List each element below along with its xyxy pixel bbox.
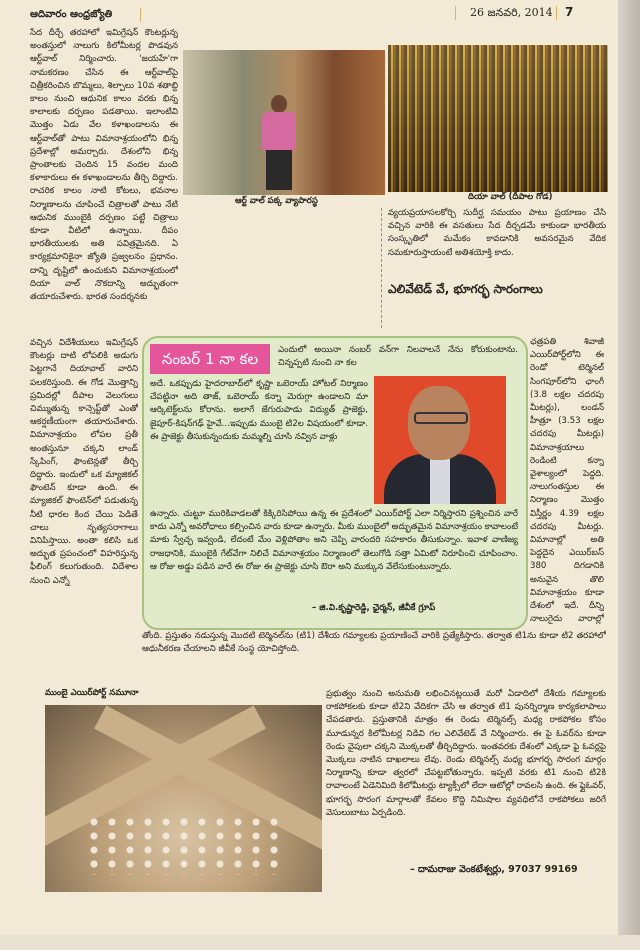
article-right-column: ఛత్రపతి శివాజీ ఎయిర్‌పోర్ట్‌లోని ఈ రెండో టెర్మినల్ సింగపూర్‌లోని ఛాంగీ (3.8 లక్షల చదరపు మీటర్లు), లండన్ హీత్రూ (3.53 లక్షల చదరపు మీటర్లు) విమానాశ్రయాలు రెండింటి కన్నా వైశాల్యంలో పెద్దది. నాలుగంతస్తుల ఈ నిర్మాణం మొత్తం విస్తీర్ణం 4.39 లక్షల చదరపు మీటర్లు. విమానాల్లో అతి పెద్దదైన ఎయిర్‌బస్ 380 దిగడానికి అనువైన తొలి విమానాశ్రయం కూడా దేశంలో ఇదే. దీన్ని నాలుగైదు వారాల్లో [530, 337, 604, 624]
article-left-top: సేద దీర్చే తరహాలో ఇమిగ్రేషన్ కౌంటర్లున్న అంతస్తులో నాలుగు కిలోమీటర్ల పొడవున ఆర్ట్‌వాల్ నిర్మించారు. 'జయహే'గా నామకరణం చేసిన ఈ ఆర్ట్‌వాల్‌పై చిత్రీకరించిన బొమ్మలు, శిల్పాలు 10వ శతాబ్ది కాలం నుంచి ఆధునిక కాలం వరకు భిన్న కాలాలకు దర్పణం పడతాయి. ఇలాంటివి మొత్తం ఏడు వేల కళాఖండాలను ఈ ఆర్ట్‌వాల్‌తో పాటు విమానాశ్రయంలోని భిన్న ప్రదేశాల్లో అమర్చారు. దేశంలోని భిన్న ప్రాంతాలకు చెందిన 15 వందల మంది కళాకారులు ఈ కళాఖండాలను తీర్చి దిద్దారు. రాచరిక కాలం నాటి కోటలు, భవనాల నిర్మాణాలను చూపించే చిత్రాలతో పాటు నేటి ఆధునిక ముంబైకి దర్పణం పట్టే చిత్రాలు కూడా వీటిలో ఉన్నాయి. దీపం భారతీయులకు అతి పవిత్రమైనది. ఏ కార్యక్రమానికైనా జ్యోతి ప్రజ్వలనం ప్రధానం. దాన్ని దృష్టిలో ఉంచుకుని విమానాశ్రయంలో దియా వాల్ నొకదాన్ని అద్భుతంగా తయారుచేశారు. భారత సందర్శనకు [30, 28, 178, 303]
header-divider [455, 6, 456, 20]
sidebar-body: ఉన్నారు. చుట్టూ మురికివాడలతో కిక్కిరిసిపోయి ఉన్న ఈ ప్రదేశంలో ఎయిర్‌పోర్ట్ ఎలా నిర్మిస్తారని ప్రశ్నించిన వారే కాదు ఎన్నో అవరోధాలు కల్పించిన వారు కూడా ఉన్నారు. మీకు ముంబైలో అద్భుతమైన విమానాశ్రయం కావాలంటే మాకు స్వేచ్ఛ ఇవ్వండి, లేదంటే మేం వెళ్లిపోతాం అని చెప్పి వారందరి సహకారం తీసుకున్నాం. ఇవాళ వాణిజ్య రాజధానికి, ముంబైకి గేట్‌వేగా నిలిచే విమానాశ్రయం నిర్మాణంలో తెలుగోడి సత్తా ఏమిటో నిరూపించి చూపించాం. ఆ రోజు అడ్డు పడిన వారే ఈ రోజు ఈ ప్రాజెక్టు చూసి ఔరా అని ముక్కున వేలేసుకుంటున్నారు. [150, 509, 518, 572]
caption-diya-wall: దియా వాల్ (దీపాల గోడ) [468, 192, 553, 202]
article-byline: – దామరాజు వెంకటేశ్వర్లు, 97037 99169 [410, 864, 578, 875]
publication-name: ఆదివారం ఆంధ్రజ్యోతి [30, 9, 113, 20]
issue-date: 26 జనవరి, 2014 [470, 6, 553, 19]
section-heading: ఎలివేటెడ్ వే, భూగర్భ సారంగాలు [388, 282, 543, 296]
column-divider [381, 208, 382, 328]
page-bottom-edge [0, 935, 640, 950]
header-divider [556, 6, 557, 20]
header-divider [140, 8, 141, 22]
sidebar-attribution: – జి.వి.కృష్ణారెడ్డి, ఛైర్మన్, జీవీకే గ్రూప్ [312, 603, 436, 613]
article-right-top: వ్యయప్రయాసలకోర్చి సుదీర్ఘ సమయం పాటు ప్రయాణం చేసి వచ్చిన వారికి ఈ వసతులు సేద దీర్చడమే కాకుండా భారతీయ సంస్కృతిలో మమేకం కావడానికి అవసరమైన వేదిక సమకూరుస్తాయంటే అతిశయోక్తి కాదు. [388, 208, 606, 258]
article-left-narrow: వచ్చిన విదేశీయులు ఇమిగ్రేషన్ కౌంటర్లు దాటి లోపలికి అడుగు పెట్టగానే దియావాల్ వారిని పలకరిస్తుంది. ఈ గోడ మొత్తాన్ని ప్రమిదల్లో దీపాల వెలుగులు చిమ్ముతున్న కాన్సెప్ట్‌తో ఎంతో ఆకర్షణీయంగా తయారుచేశారు. విమానాశ్రయం లోపల ప్రతీ అంతస్తునూ చక్కని లాండ్ స్కేపింగ్, ఫౌంటెన్లతో తీర్చి దిద్దారు. ఇందులో ఒక మ్యాజికల్ ఫౌంటెన్ కూడా ఉంది. ఈ మ్యాజికల్ ఫౌంటెన్‌లో పడుతున్న నీటి ధారల కింద చేయి పెడితే చాలు నృత్యసరాగాలు వినిపిస్తాయి. అంతా కలిసి ఒక అద్భుత ప్రపంచంలో విహరిస్తున్న ఫీలింగ్ కలుగుతుంది. విదేశాల నుంచి ఎన్నో [30, 338, 138, 586]
diya-wall-photo [388, 45, 608, 192]
sidebar-title: నంబర్ 1 నా కల [150, 344, 270, 374]
art-wall-photo [183, 50, 385, 195]
article-lower-wide: తోంది. ప్రస్తుతం నడుస్తున్న మొదటి టెర్మినల్‌ను (టి1) దేశీయ గమ్యాలకు ప్రయాణించే వారికి ప్రత్యేకిస్తారు. తర్వాత టి1ను కూడా టి2 తరహాలో ఆధునీకరణ చేయాలని జీవీకే సంస్థ యోచిస్తోంది. [142, 631, 606, 655]
page-edge [618, 0, 640, 950]
page-number: 7 [565, 5, 574, 19]
airport-model-photo [45, 705, 322, 892]
person-figure [258, 95, 300, 190]
caption-art-wall: ఆర్ట్ వాల్ పక్క వ్యాపారస్థ [235, 196, 318, 206]
caption-airport-model: ముంబై ఎయిర్‌పోర్ట్ నమూనా [45, 688, 139, 698]
sidebar-quote-box [142, 336, 528, 630]
sidebar-intro: ఎందులో అయినా నంబర్ వన్‌గా నిలవాలనే నేను కోరుకుంటాను. చిన్నప్పటి నుంచి నా కల [278, 345, 518, 369]
sidebar-body-left: అదే. ఒకప్పుడు హైదరాబాద్‌లో కృష్ణా ఒబెరాయ్ హోటల్ నిర్మాణం చేపట్టినా అది తాజ్, ఒబెరాయ్ కన్నా మెరుగ్గా ఉండాలని మా ఆర్కిటెక్ట్‌లను కోరాను. అలాగే జేగురుపాడు విద్యుత్ ప్రాజెక్టు, జైపూర్-కిషన్‌గఢ్ హైవే...ఇప్పుడు ముంబై టి2ల విషయంలో కూడా. ఈ ప్రాజెక్టు తీసుకున్నందుకు మమ్మల్ని చూసి నవ్విన వాళ్లు [150, 379, 368, 442]
article-right-column-lead [386, 306, 526, 320]
portrait-photo [374, 376, 506, 504]
article-right-lower: ప్రభుత్వం నుంచి అనుమతి లభించినట్లయితే మరో ఏడాదిలో దేశీయ గమ్యాలకు రాకపోకలకు కూడా టి2ని వేదికగా చేసి ఆ తర్వాత టి1 పునర్నిర్మాణ కార్యకలాపాలు చేపడతారు. ప్రస్తుతానికి మాత్రం ఈ రెండు టెర్మినల్స్ మధ్య రాకపోకల కోసం మూడున్నర కిలోమీటర్ల నిడివి గల ఎలివేటెడ్ వే నిర్మించారు. ఈ పై ఓవర్‌ను కూడా రెండు వైపులా చక్కని మొక్కలతో తీర్చిదిద్దారు. ఇంతవరకు దేశంలో ఎక్కడా ఫై ఓవర్లపై మొక్కలు నాటిన దాఖలాలు లేవు. రెండు టెర్మినల్స్ మధ్య భూగర్భ సొరంగ మార్గం నిర్మాణాన్ని కూడా త్వరలో చేపట్టబోతున్నారు. ఇప్పటి వరకు టి1 నుంచి టి2కి రావాలంటే ఏడెనిమిది కిలోమీటర్లు ట్యాక్సీలో లేదా ఆటోల్లో రావలసి ఉంది. ఈ ఫ్లైఓవర్, భూగర్భ సొరంగ మార్గాలతో కేవలం కొద్ది నిమిషాల వ్యవధిలోనే రాకపోకలు జరిగే వెసులుబాటు ఏర్పడింది. [326, 689, 606, 818]
